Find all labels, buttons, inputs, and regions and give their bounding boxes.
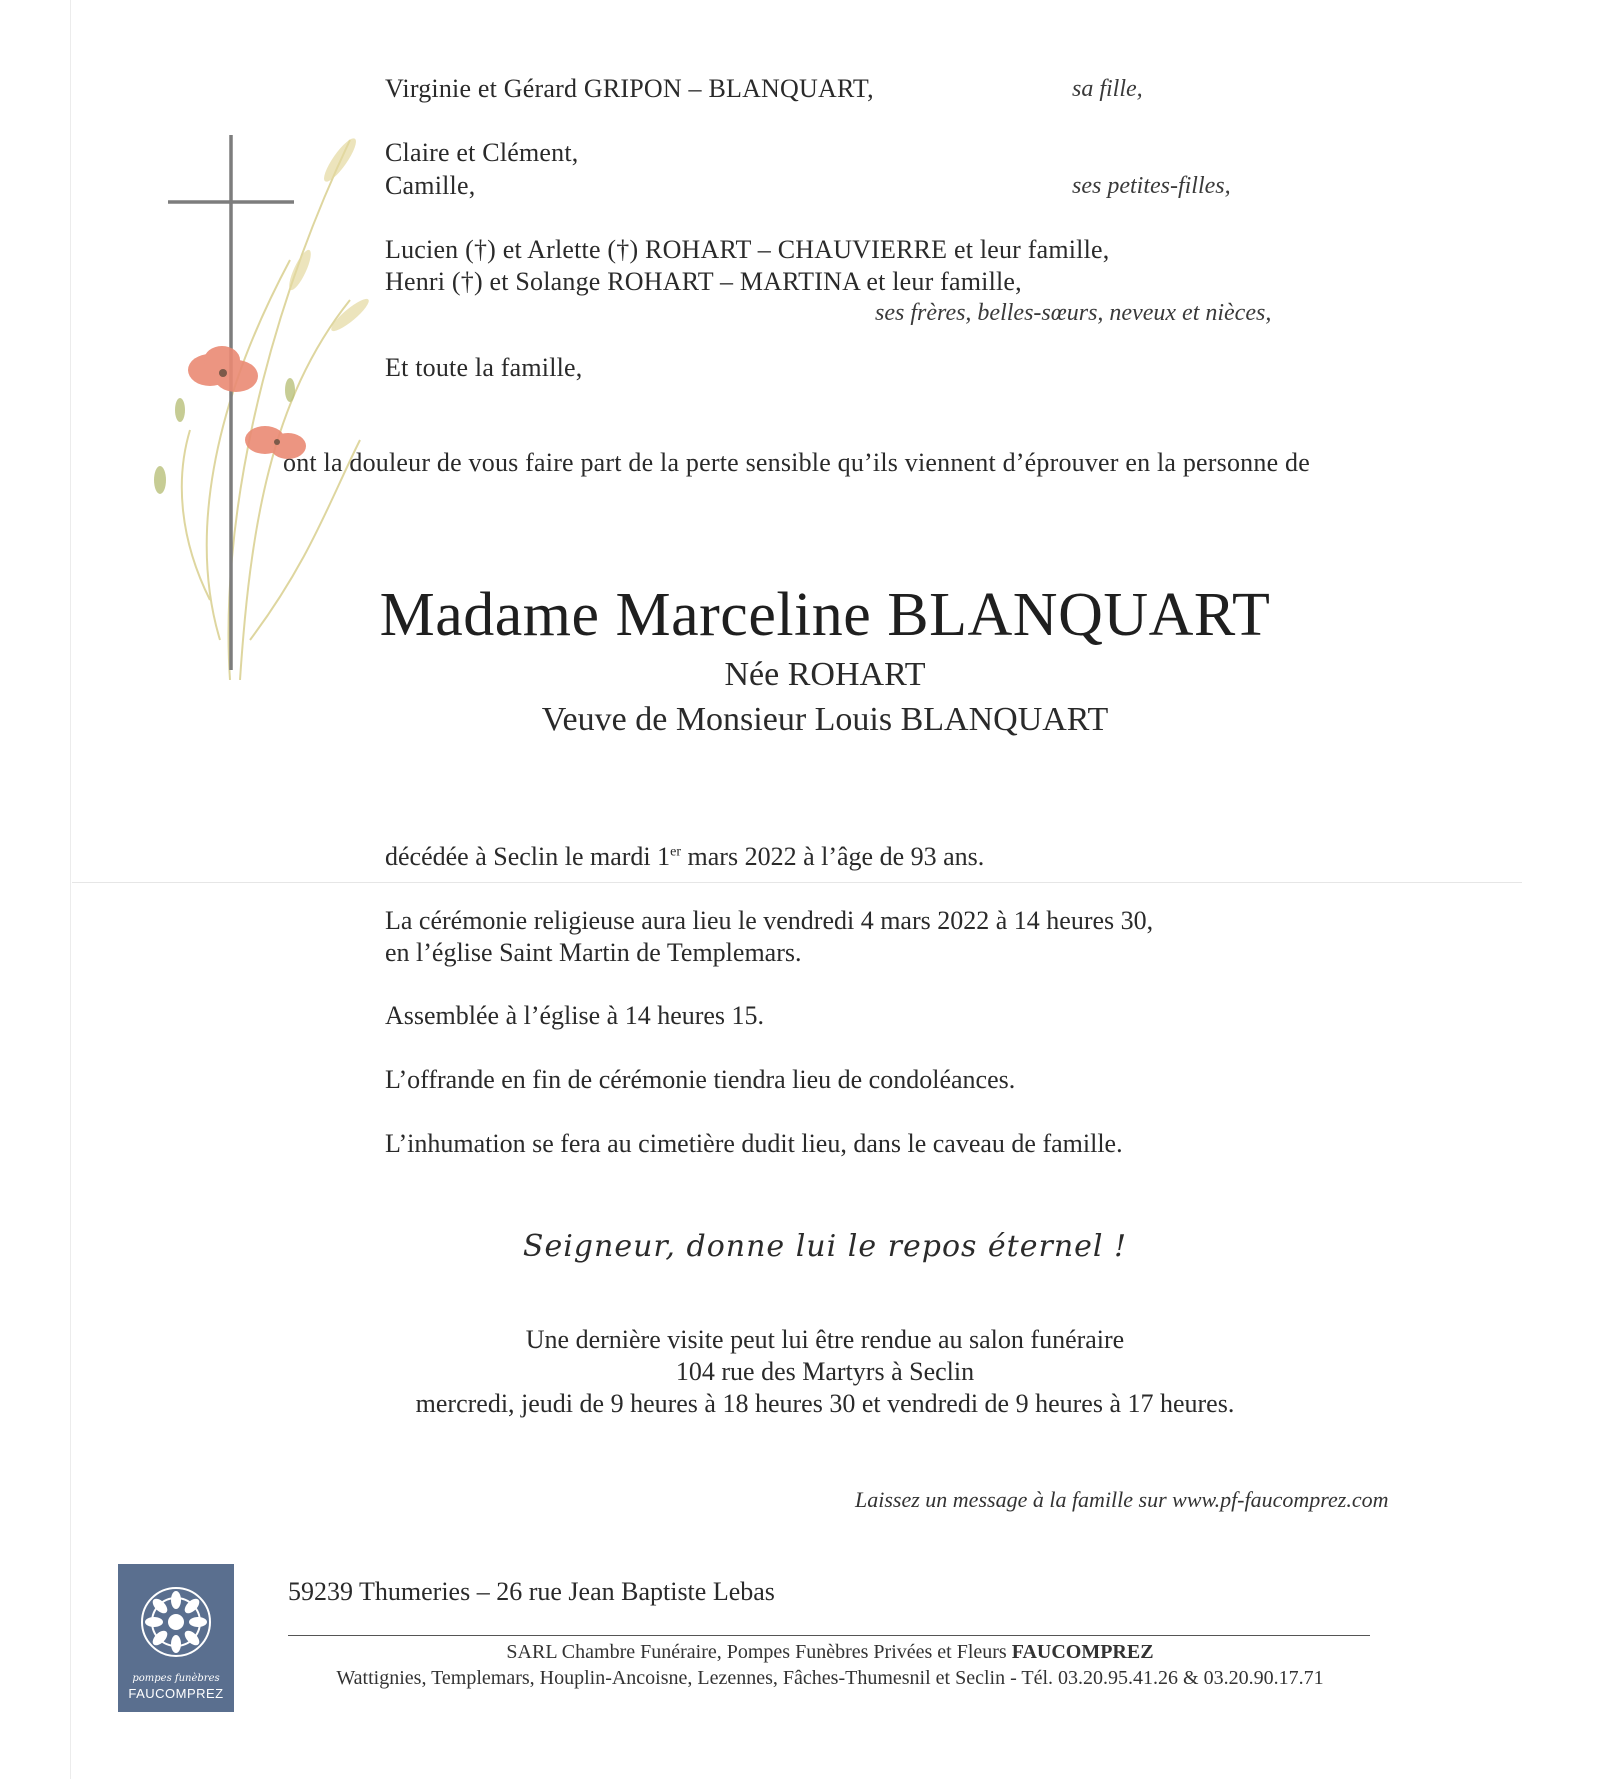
relation-siblings: ses frères, belles-sœurs, neveux et nièces, bbox=[875, 300, 1272, 326]
footer-locations: Wattignies, Templemars, Houplin-Ancoisne, Lezennes, Fâches-Thumesnil et Seclin - Tél. 03.20.95.41.26 & 03.20.90.17.71 bbox=[336, 1667, 1324, 1689]
announcement-text: ont la douleur de vous faire part de la perte sensible qu’ils viennent d’éprouver en la personne de bbox=[283, 448, 1310, 477]
message-link-text: Laissez un message à la famille sur www.pf-faucomprez.com bbox=[855, 1487, 1389, 1512]
family-line-daughter: Virginie et Gérard GRIPON – BLANQUART, bbox=[385, 74, 874, 103]
family-line-siblings-1: Lucien (†) et Arlette (†) ROHART – CHAUVIERRE et leur famille, bbox=[385, 235, 1110, 264]
relation-granddaughters: ses petites-filles, bbox=[1072, 173, 1231, 199]
footer-company: SARL Chambre Funéraire, Pompes Funèbres Privées et Fleurs FAUCOMPREZ bbox=[506, 1641, 1154, 1663]
deceased-widow-of: Veuve de Monsieur Louis BLANQUART bbox=[541, 701, 1109, 738]
visit-line-1: Une dernière visite peut lui être rendue au salon funéraire bbox=[525, 1325, 1125, 1354]
logo-tagline: pompes funèbres bbox=[132, 1673, 220, 1684]
family-line-siblings-2: Henri (†) et Solange ROHART – MARTINA et leur famille, bbox=[385, 267, 1022, 296]
fold-line-vertical bbox=[70, 0, 71, 1779]
family-line-granddaughters-1: Claire et Clément, bbox=[385, 138, 579, 167]
faucomprez-logo bbox=[118, 1564, 234, 1712]
offering-text: L’offrande en fin de cérémonie tiendra lieu de condoléances. bbox=[385, 1065, 1016, 1094]
prayer-text: Seigneur, donne lui le repos éternel ! bbox=[522, 1229, 1128, 1264]
ceremony-line-2: en l’église Saint Martin de Templemars. bbox=[385, 938, 802, 967]
ceremony-line-1: La cérémonie religieuse aura lieu le vendredi 4 mars 2022 à 14 heures 30, bbox=[385, 906, 1154, 935]
burial-text: L’inhumation se fera au cimetière dudit lieu, dans le caveau de famille. bbox=[385, 1129, 1123, 1158]
fold-line-horizontal bbox=[72, 882, 1522, 883]
assembly-text: Assemblée à l’église à 14 heures 15. bbox=[385, 1001, 765, 1030]
deceased-birth-name: Née ROHART bbox=[724, 656, 926, 693]
death-details: décédée à Seclin le mardi 1er mars 2022 à l’âge de 93 ans. bbox=[385, 842, 985, 871]
footer-address: 59239 Thumeries – 26 rue Jean Baptiste Lebas bbox=[288, 1577, 775, 1606]
family-line-all: Et toute la famille, bbox=[385, 353, 583, 382]
visit-line-2: 104 rue des Martyrs à Seclin bbox=[675, 1357, 975, 1386]
visit-line-3: mercredi, jeudi de 9 heures à 18 heures 30 et vendredi de 9 heures à 17 heures. bbox=[415, 1389, 1235, 1418]
footer-divider bbox=[288, 1635, 1370, 1636]
family-line-granddaughters-2: Camille, bbox=[385, 171, 476, 200]
deceased-name: Madame Marceline BLANQUART bbox=[379, 581, 1271, 649]
logo-name: FAUCOMPREZ bbox=[128, 1686, 224, 1701]
relation-daughter: sa fille, bbox=[1072, 76, 1143, 102]
faucomprez-logo-icon bbox=[136, 1582, 216, 1662]
